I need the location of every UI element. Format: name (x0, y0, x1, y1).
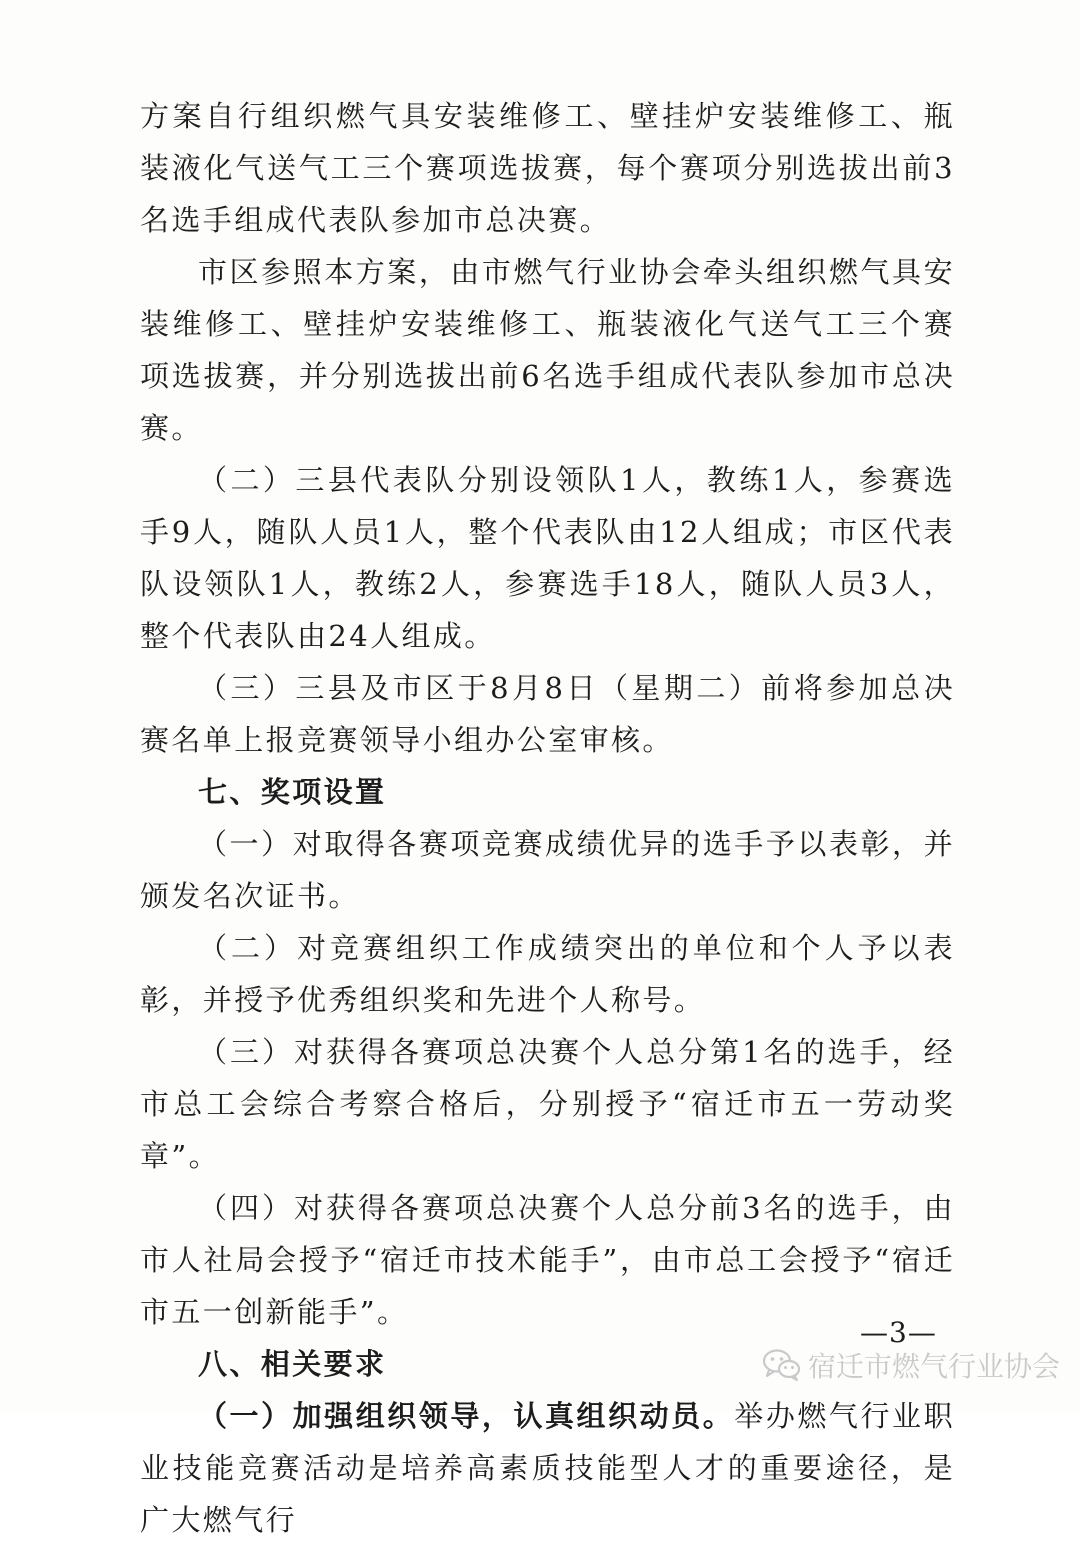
paragraph: （四）对获得各赛项总决赛个人总分前3名的选手，由市人社局会授予“宿迁市技术能手”，由市总工会授予“宿迁市五一创新能手”。 (140, 1191, 955, 1329)
paragraph: （一）对取得各赛项竞赛成绩优异的选手予以表彰，并颁发名次证书。 (140, 827, 955, 913)
watermark-text: 宿迁市燃气行业协会 (808, 1350, 1061, 1383)
paragraph-lead: （一）加强组织领导，认真组织动员。 (198, 1399, 735, 1433)
paragraph: （三）三县及市区于8月8日（星期二）前将参加总决赛名单上报竞赛领导小组办公室审核。 (140, 671, 955, 757)
wechat-icon (762, 1348, 802, 1382)
section-heading-awards: 七、奖项设置 (198, 775, 387, 809)
watermark (762, 1343, 1060, 1387)
paragraph: 市区参照本方案，由市燃气行业协会牵头组织燃气具安装维修工、壁挂炉安装维修工、瓶装液化气送气工三个赛项选拔赛，并分别选拔出前6名选手组成代表队参加市总决赛。 (140, 255, 955, 445)
paragraph: （三）对获得各赛项总决赛个人总分第1名的选手，经市总工会综合考察合格后，分别授予“宿迁市五一劳动奖章”。 (140, 1035, 955, 1173)
paragraph: 方案自行组织燃气具安装维修工、壁挂炉安装维修工、瓶装液化气送气工三个赛项选拔赛，每个赛项分别选拔出前3名选手组成代表队参加市总决赛。 (140, 99, 955, 237)
section-heading-requirements: 八、相关要求 (198, 1347, 387, 1381)
page-number: —3— (860, 1316, 937, 1349)
paragraph: （二）对竞赛组织工作成绩突出的单位和个人予以表彰，并授予优秀组织奖和先进个人称号。 (140, 931, 955, 1017)
document-body (140, 90, 955, 1546)
paragraph: （二）三县代表队分别设领队1人，教练1人，参赛选手9人，随队人员1人，整个代表队由12人组成；市区代表队设领队1人，教练2人，参赛选手18人，随队人员3人，整个代表队由24人组成。 (140, 463, 955, 653)
paragraph (140, 1390, 955, 1546)
paragraph-body: 举办燃气行业职业技能竞赛活动是培养高素质技能型人才的重要途径，是广大燃气行 (140, 1399, 955, 1537)
